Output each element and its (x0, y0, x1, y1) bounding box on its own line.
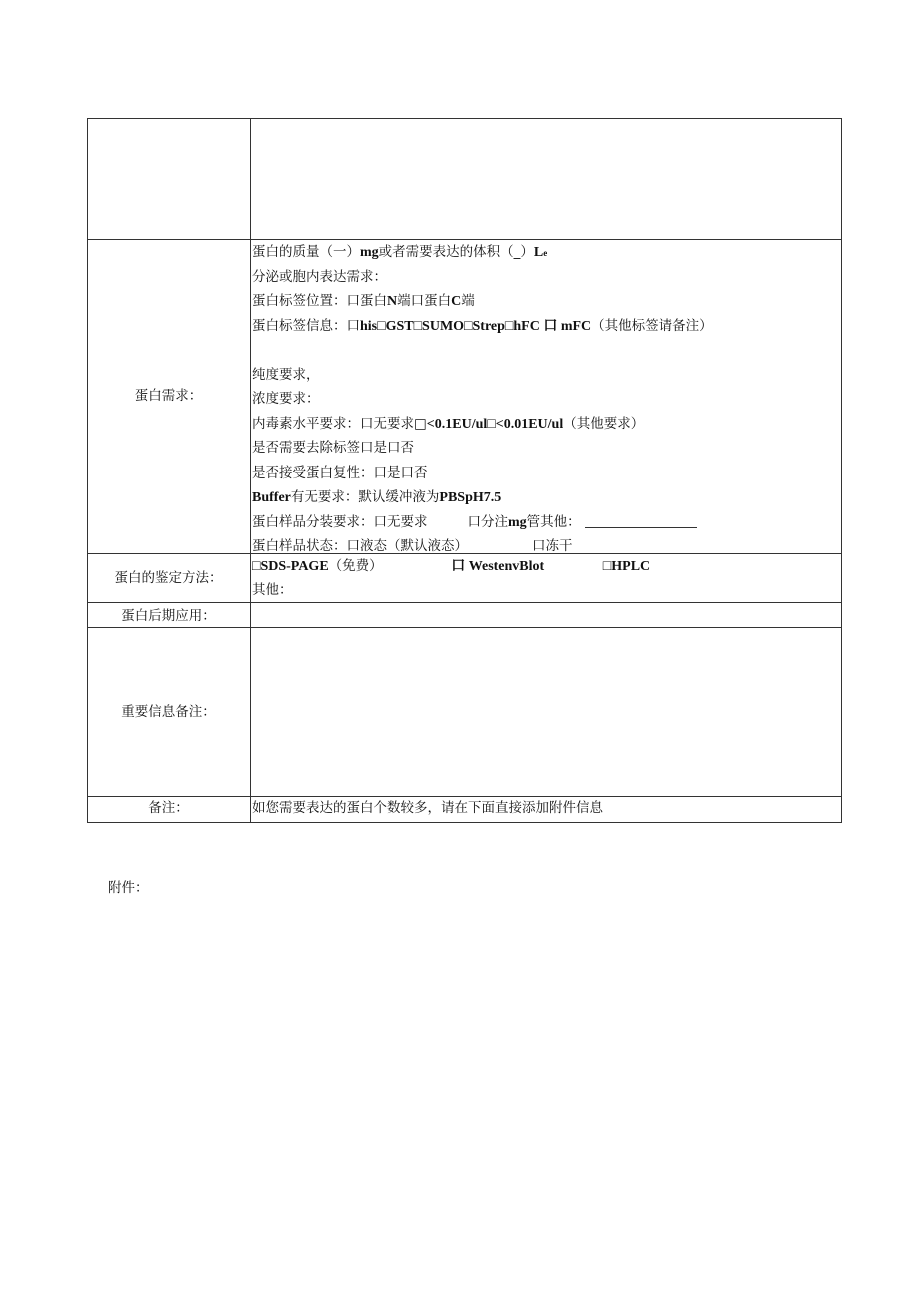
identification-other: 其他： (252, 582, 293, 598)
tag-info-line: 蛋白标签信息：口his□GST□SUMO□Strep□hFC 口 mFC（其他标签请备注） (252, 317, 713, 334)
table-border-top (87, 118, 842, 119)
identification-label: 蛋白的鉴定方法： (114, 570, 223, 586)
protein-request-form (87, 118, 842, 823)
endotoxin-line: 内毒素水平要求：口无要求□<0.1EU/ul□<0.01EU/ul（其他要求） (252, 415, 645, 432)
tag-removal-line: 是否需要去除标签口是口否 (252, 440, 414, 456)
important-notes-label: 重要信息备注： (121, 704, 216, 720)
protein-requirement-cell[interactable] (252, 240, 837, 553)
table-border-bottom (87, 822, 842, 823)
aliquot-line: 蛋白样品分装要求：口无要求 口分注mg管其他： (252, 510, 837, 535)
buffer-line: Buffer有无要求：默认缓冲液为PBSpH7.5 (252, 489, 502, 505)
protein-requirement-label: 蛋白需求： (134, 388, 203, 404)
refolding-line: 是否接受蛋白复性：口是口否 (252, 464, 428, 481)
application-label: 蛋白后期应用： (121, 608, 216, 624)
remark-text: 如您需要表达的蛋白个数较多，请在下面直接添加附件信息 (252, 800, 603, 816)
application-cell[interactable] (252, 603, 837, 627)
column-divider (250, 118, 251, 823)
purity-line: 纯度要求， (252, 366, 320, 383)
quantity-line: 蛋白的质量（一）mg或者需要表达的体积（_）Le (252, 244, 548, 260)
hplc-option[interactable]: □HPLC (602, 559, 651, 574)
identification-options: □SDS-PAGE（免费） 口 WestenvBlot □HPLC (252, 558, 651, 574)
other-blank-field[interactable] (585, 513, 697, 528)
secretion-line: 分泌或胞内表达需求： (252, 268, 387, 285)
table-border-right (841, 118, 842, 823)
remark-cell (252, 797, 837, 822)
tag-position-line: 蛋白标签位置：口蛋白N端口蛋白C端 (252, 293, 475, 309)
identification-cell[interactable] (252, 554, 837, 602)
concentration-line: 浓度要求： (252, 391, 320, 407)
remark-label: 备注： (148, 800, 189, 816)
sample-state-line: 蛋白样品状态：口液态（默认液态） 口冻干 (252, 538, 573, 553)
attachment-label: 附件： (108, 880, 149, 896)
sds-page-option[interactable]: □SDS-PAGE (252, 559, 329, 574)
empty-line (252, 338, 837, 363)
important-notes-cell[interactable] (252, 628, 837, 796)
western-blot-option[interactable]: 口 WestenvBlot (451, 559, 545, 574)
